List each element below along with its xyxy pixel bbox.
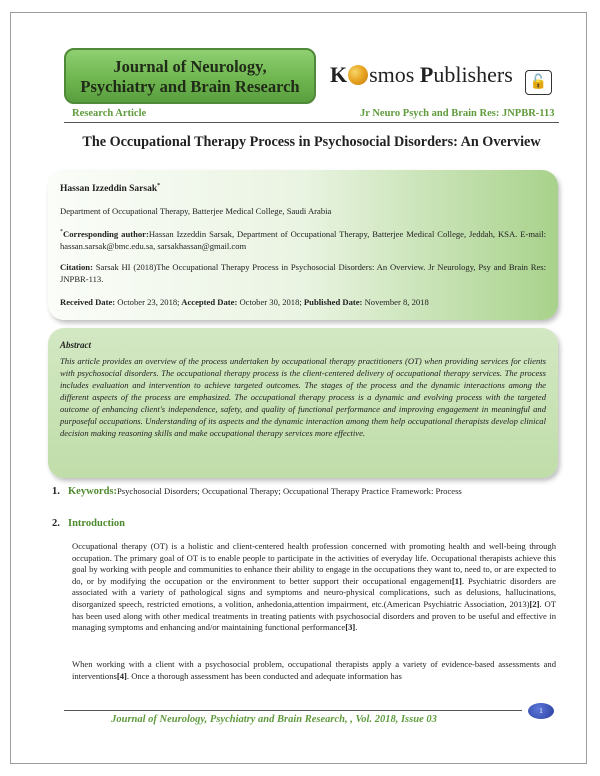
journal-name-line1: Journal of Neurology, [113,57,267,76]
header-rule [64,122,559,123]
publisher-text-1: smos [369,62,420,87]
article-title: The Occupational Therapy Process in Psychosocial Disorders: An Overview [82,134,541,150]
abstract-body: This article provides an overview of the process undertaken by occupational therapy practitioners (OT) when providing services for clients with psychosocial disorders. The occupational therapy process is the client-centered delivery of occupational therapy services. The process includes evaluation and intervention to achieve targeted outcomes. The stages of the process and the dynamic interactions among the different aspects of the process are emphasized. The occupational therapy process is a dynamic and evolving process with the targeted outcome of enhancing client's independence, safety, and quality of functional performance and improving engagement in meaningful and purposeful occupations. Understanding of its aspects and the dynamic interaction among them help occupational therapists develop clinical decision making reasoning skills and make occupational therapy services more effective. [60,356,546,438]
introduction-paragraph-2: When working with a client with a psychosocial problem, occupational therapists apply a variety of evidence-based assessments and interventions[4]. Once a thorough assessment has been conducted and adequate information has [72,659,556,681]
footer-journal-citation: Journal of Neurology, Psychiatry and Brain Research, , Vol. 2018, Issue 03 [111,714,437,725]
publisher-text-2: ublishers [433,62,513,87]
abstract-box [48,328,558,478]
publisher-letter-p: P [419,62,434,87]
introduction-paragraph-1: Occupational therapy (OT) is a holistic and client-centered health profession concerned with promoting health and well-being through occupation. The primary goal of OT is to enable people to participate in the activities of everyday life. Occupational therapists achieve this goal by working with people and communities to enhance their ability to engage in the occupations they want to, need to, or are expected to do, or by modifying the occupation or the environment to better support their occupational engagement[1]. Psychiatric disorders are associated with a variety of pathological signs and symptoms and neuro-physical complications, such as delusions, hallucinations, disorganized speech, restricted emotions, a volition, anhedonia,attention impairment, etc.(American Psychiatric Association, 2013)[2]. OT has been used along with other medical treatments in treating patients with psychosocial disorders and proven to be useful and effective in managing symptoms and enhancing and/or maintaining functional performance[3]. [72,541,556,633]
citation: Citation: Sarsak HI (2018)The Occupational Therapy Process in Psychosocial Disorders: An Overview. Jr Neurology, Psy and Brain Res: JNPBR-113. [60,262,546,284]
globe-icon [348,65,368,85]
journal-code: Jr Neuro Psych and Brain Res: JNPBR-113 [360,108,555,119]
author-info-box [48,170,558,320]
journal-name-line2: Psychiatry and Brain Research [80,77,300,96]
open-access-lock-icon: 🔓 [525,70,552,95]
corresponding-author: *Corresponding author:Hassan Izzeddin Sarsak, Department of Occupational Therapy, Batterjee Medical College, Jeddah, KSA. E-mail: hassan.sarsak@bmc.edu.sa, sarsakhassan@gmail.com [60,228,546,251]
keywords-section: 1. Keywords:Psychosocial Disorders; Occupational Therapy; Occupational Therapy Practice Framework: Process [52,486,462,497]
publisher-letter-k: K [330,62,348,87]
dates: Received Date: October 23, 2018; Accepted Date: October 30, 2018; Published Date: November 8, 2018 [60,297,429,307]
affiliation: Department of Occupational Therapy, Batterjee Medical College, Saudi Arabia [60,206,332,216]
publisher-logo [330,62,513,88]
abstract-heading: Abstract [60,340,92,350]
journal-name-banner [64,48,316,104]
page-number-badge: 1 [528,703,554,719]
footer-rule [64,710,522,711]
author-name: Hassan Izzeddin Sarsak* [60,183,161,195]
introduction-heading: 2. Introduction [52,518,125,529]
article-type: Research Article [72,108,147,119]
